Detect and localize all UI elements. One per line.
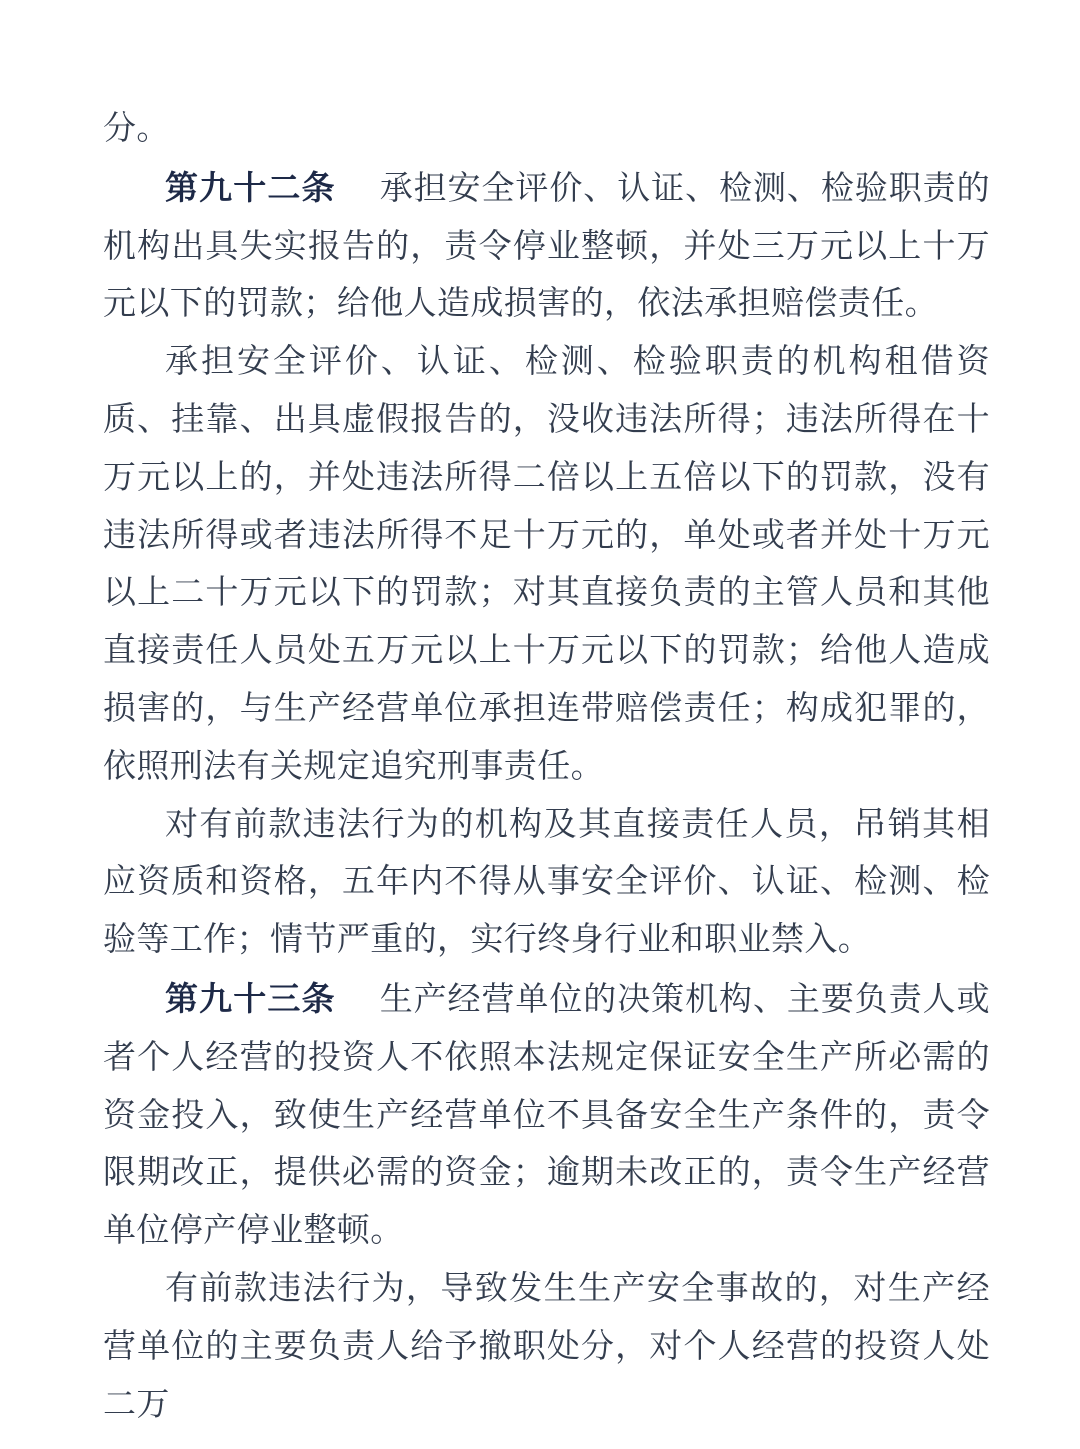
paragraph-text: 承担安全评价、认证、检测、检验职责的机构出具失实报告的，责令停业整顿，并处三万元以上十万元以下的罚款；给他人造成损害的，依法承担赔偿责任。 — [103, 170, 991, 323]
paragraph-article-92-clause-2 — [103, 334, 990, 796]
paragraph-text: 对有前款违法行为的机构及其直接责任人员，吊销其相应资质和资格，五年内不得从事安全评价、认证、检测、检验等工作；情节严重的，实行终身行业和职业禁入。 — [103, 806, 990, 959]
paragraph-text: 承担安全评价、认证、检测、检验职责的机构租借资质、挂靠、出具虚假报告的，没收违法所得；违法所得在十万元以上的，并处违法所得二倍以上五倍以下的罚款，没有违法所得或者违法所得不足十万元的，单处或者并处十万元以上二十万元以下的罚款；对其直接负责的主管人员和其他直接责任人员处五万元以上十万元以下的罚款；给他人造成损害的，与生产经营单位承担连带赔偿责任；构成犯罪的，依照刑法有关规定追究刑事责任。 — [103, 344, 990, 785]
paragraph-article-93-clause-2 — [103, 1261, 990, 1434]
paragraph-article-92-clause-3 — [103, 797, 990, 970]
article-93-number: 第九十三条 — [165, 979, 336, 1017]
paragraph-text: 分。 — [103, 111, 170, 147]
paragraph-article-92 — [103, 159, 990, 334]
paragraph-continuation — [103, 101, 990, 159]
paragraph-text: 有前款违法行为，导致发生生产安全事故的，对生产经营单位的主要负责人给予撤职处分，对个人经营的投资人处二万 — [103, 1270, 990, 1423]
paragraph-text: 生产经营单位的决策机构、主要负责人或者个人经营的投资人不依照本法规定保证安全生产所必需的资金投入，致使生产经营单位不具备安全生产条件的，责令限期改正，提供必需的资金；逾期未改正的，责令生产经营单位停产停业整顿。 — [103, 981, 991, 1250]
article-92-number: 第九十二条 — [165, 168, 336, 206]
paragraph-article-93 — [103, 970, 990, 1261]
